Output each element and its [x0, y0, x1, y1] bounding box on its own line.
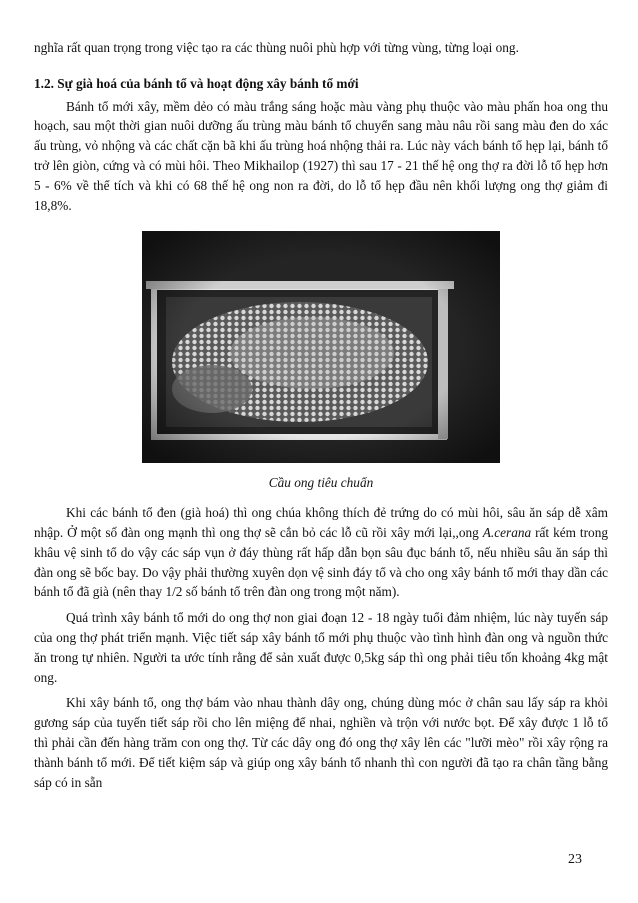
figure-caption: Cầu ong tiêu chuẩn	[268, 475, 374, 491]
paragraph-4: Khi xây bánh tổ, ong thợ bám vào nhau thành dây ong, chúng dùng móc ở chân sau lấy sáp ra khỏi gương sáp của tuyến tiết sáp rồi cho lên miệng để nhai, nghiền và trộn với nước bọt. Để xây được 1 lỗ tổ thì phải cần đến hàng trăm con ong thợ. Từ các dây ong đó ong thợ xây lên các "lưỡi mèo" rồi xây rộng ra thành bánh tổ mới. Để tiết kiệm sáp và giúp ong xây bánh tổ nhanh thì con người đã tạo ra chân tầng bằng sáp có in sẵn	[34, 695, 608, 790]
page-body	[34, 38, 608, 792]
paragraph-2	[34, 503, 608, 602]
paragraph-3: Quá trình xây bánh tổ mới do ong thợ non giai đoạn 12 - 18 ngày tuổi đảm nhiệm, lúc này tuyến sáp của ong thợ phát triển mạnh. Việc tiết sáp xây bánh tổ mới phụ thuộc vào tình hình đàn ong và nguồn thức ăn trong tự nhiên. Người ta ước tính rằng để sản xuất được 0,5kg sáp thì ong phải tiêu tốn khoảng 4kg mật ong.	[34, 610, 608, 685]
section-title: 1.2. Sự già hoá của bánh tổ và hoạt động xây bánh tổ mới	[34, 75, 359, 91]
paragraph-2-text-after: rất kém trong khâu vệ sinh tổ do vậy các sáp vụn ở đáy thùng rất hấp dẫn bọn sâu đục bánh tổ, nếu nhiều sâu ăn sáp thì đàn ong sẽ bốc bay. Do vậy phải thường xuyên dọn vệ sinh đáy tổ và cho ong xây bánh tổ mới thay dần các bánh tổ đã già (nên thay 1/2 số bánh tổ trên đàn ong trong một năm).	[34, 524, 608, 600]
intro-continuation: nghĩa rất quan trọng trong việc tạo ra các thùng nuôi phù hợp với từng vùng, từng loại ong.	[34, 40, 519, 55]
page-number: 23	[568, 852, 582, 867]
species-name: A.cerana	[482, 524, 532, 540]
honeycomb-photo-image	[142, 231, 500, 463]
paragraph-2-text-before: Khi các bánh tổ đen (già hoá) thì ong chúa không thích đẻ trứng do có mùi hôi, sâu ăn sáp dễ xâm nhập. Ở một số đàn ong mạnh thì ong thợ sẽ cắn bỏ các lỗ cũ rồi xây mới lại,,ong	[34, 505, 608, 540]
paragraph-1: Bánh tổ mới xây, mềm dẻo có màu trắng sáng hoặc màu vàng phụ thuộc vào màu phấn hoa ong thu hoạch, sau một thời gian nuôi dưỡng ấu trùng màu bánh tổ chuyển sang màu nâu rồi sang màu đen do xác ấu trùng, vỏ nhộng và các chất cặn bã khi ấu trùng hoá nhộng thải ra. Lúc này vách bánh tổ hẹp lại, bánh tổ trở lên giòn, cứng và có mùi hôi. Theo Mikhailop (1927) thì sau 17 - 21 thế hệ ong thợ ra đời lỗ tổ hẹp hơn 5 - 6% về thể tích và khi có 68 thế hệ ong non ra đời, do lỗ tổ hẹp đầu nên khối lượng ong thợ giảm đi 18,8%.	[34, 98, 608, 213]
honeycomb-frame-photo	[142, 231, 500, 463]
